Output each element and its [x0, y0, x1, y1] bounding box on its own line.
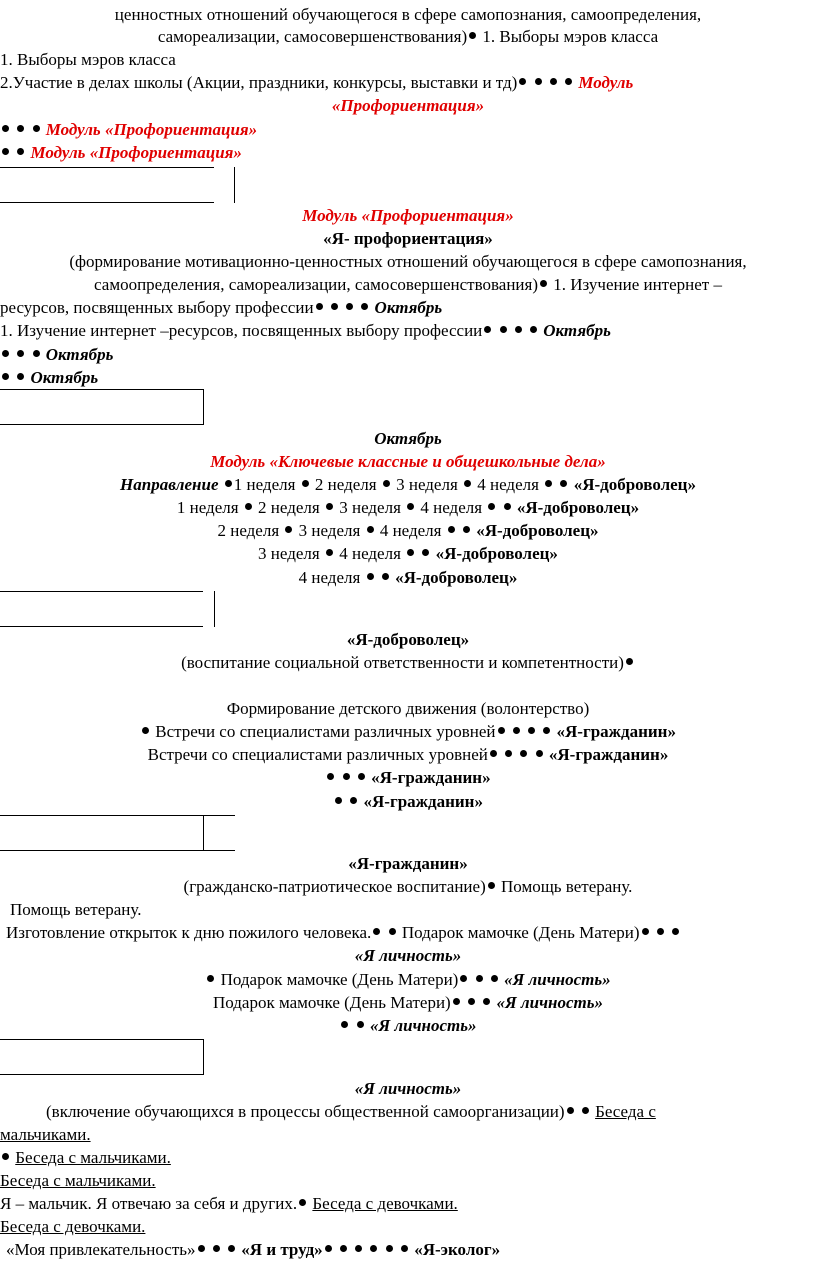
bullet-icon: [504, 503, 511, 510]
bullet-icon: [361, 303, 368, 310]
table-border: [0, 850, 235, 851]
bullet-icon: [530, 326, 537, 333]
bullet-icon: [2, 373, 9, 380]
section-heading: «Я личность»: [354, 946, 462, 965]
bullet-icon: [484, 326, 491, 333]
text-line: Встречи со специалистами различных уровней «Я-гражданин»: [147, 745, 669, 764]
bullet-icon: [373, 928, 380, 935]
text-line: 1 неделя 2 неделя 3 неделя 4 неделя «Я-доброволец»: [176, 498, 640, 517]
text-line: ценностных отношений обучающегося в сфере самопознания, самоопределения,: [114, 5, 702, 24]
bullet-icon: [343, 773, 350, 780]
bullet-icon: [17, 350, 24, 357]
table-border: [234, 167, 235, 203]
bullet-icon: [407, 549, 414, 556]
bullet-icon: [488, 882, 495, 889]
bullet-icon: [657, 928, 664, 935]
bullet-icon: [422, 549, 429, 556]
bullet-icon: [228, 1245, 235, 1252]
table-border: [0, 626, 203, 627]
text-line: ресурсов, посвященных выбору профессии Октябрь: [0, 298, 443, 317]
bullet-icon: [350, 797, 357, 804]
bullet-icon: [285, 526, 292, 533]
bullet-icon: [17, 373, 24, 380]
text-line: (формирование мотивационно-ценностных отношений обучающегося в сфере самопознания,: [69, 252, 747, 271]
bullet-icon: [2, 1153, 9, 1160]
bullet-icon: [367, 573, 374, 580]
bullet-icon: [370, 1245, 377, 1252]
bullet-icon: [626, 658, 633, 665]
bullet-icon: [560, 480, 567, 487]
bullet-icon: [335, 797, 342, 804]
text-line: Помощь ветерану.: [10, 900, 142, 919]
bullet-icon: [33, 125, 40, 132]
table-border: [0, 424, 203, 425]
bullet-icon: [505, 750, 512, 757]
bullet-icon: [316, 303, 323, 310]
module-heading: «Профориентация»: [331, 96, 485, 115]
bullet-icon: [476, 975, 483, 982]
bullet-icon: [582, 1107, 589, 1114]
table-border: [203, 1039, 204, 1075]
bullet-icon: [2, 350, 9, 357]
module-heading: Модуль «Профориентация»: [302, 206, 514, 225]
bullet-icon: [382, 573, 389, 580]
bullet-icon: [245, 503, 252, 510]
text-line: Встречи со специалистами различных уровней «Я-гражданин»: [0, 721, 816, 744]
module-heading: Модуль «Ключевые классные и общешкольные дела»: [210, 452, 606, 471]
text-line: «Я-гражданин»: [0, 767, 816, 790]
bullet-icon: [331, 303, 338, 310]
text-line: Подарок мамочке (День Матери) «Я личность»: [0, 969, 816, 992]
table-border: [0, 202, 214, 203]
bullet-icon: [528, 727, 535, 734]
bullet-icon: [550, 78, 557, 85]
bullet-icon: [325, 1245, 332, 1252]
bullet-icon: [672, 928, 679, 935]
bullet-icon: [407, 503, 414, 510]
bullet-icon: [401, 1245, 408, 1252]
bullet-icon: [515, 326, 522, 333]
section-heading: «Я-доброволец»: [346, 630, 470, 649]
bullet-icon: [389, 928, 396, 935]
bullet-icon: [326, 549, 333, 556]
bullet-icon: [357, 1021, 364, 1028]
text-line: мальчиками.: [0, 1125, 91, 1144]
text-line: Беседа с мальчиками.: [0, 1147, 171, 1170]
bullet-icon: [540, 280, 547, 287]
text-line: «Я личность»: [0, 1015, 816, 1038]
table-border: [203, 389, 204, 425]
table-border: [0, 815, 235, 816]
table-border: [214, 591, 215, 627]
bullet-icon: [340, 1245, 347, 1252]
bullet-icon: [302, 480, 309, 487]
bullet-icon: [327, 773, 334, 780]
bullet-icon: [535, 78, 542, 85]
month-heading: Октябрь: [374, 429, 442, 448]
bullet-icon: [326, 503, 333, 510]
text-line: самореализации, самосовершенствования) 1. Выборы мэров класса: [157, 27, 659, 46]
text-line: 2.Участие в делах школы (Акции, праздники, конкурсы, выставки и тд) Модуль: [0, 73, 634, 92]
text-line: Беседа с девочками.: [0, 1217, 146, 1236]
table-border: [0, 1074, 203, 1075]
table-border: [0, 167, 214, 168]
bullet-icon: [463, 526, 470, 533]
bullet-icon: [383, 480, 390, 487]
bullet-icon: [198, 1245, 205, 1252]
text-line: (гражданско-патриотическое воспитание) Помощь ветерану.: [183, 877, 633, 896]
text-line: Формирование детского движения (волонтерство): [226, 699, 590, 718]
bullet-icon: [358, 773, 365, 780]
bullet-icon: [299, 1199, 306, 1206]
bullet-icon: [536, 750, 543, 757]
table-border: [0, 1039, 203, 1040]
bullet-icon: [567, 1107, 574, 1114]
text-line: Направление 1 неделя 2 неделя 3 неделя 4 неделя «Я-доброволец»: [120, 475, 696, 494]
text-line: 3 неделя 4 неделя «Я-доброволец»: [258, 544, 558, 563]
text-line: (включение обучающихся в процессы общественной самоорганизации) Беседа с: [46, 1102, 656, 1121]
bullet-icon: [367, 526, 374, 533]
bullet-icon: [545, 480, 552, 487]
bullet-icon: [642, 928, 649, 935]
text-line: (воспитание социальной ответственности и компетентности): [0, 652, 816, 675]
bullet-icon: [513, 727, 520, 734]
bullet-icon: [464, 480, 471, 487]
bullet-icon: [469, 32, 476, 39]
text-line: «Моя привлекательность» «Я и труд» «Я-эколог»: [6, 1240, 501, 1259]
text-line: 4 неделя «Я-доброволец»: [298, 568, 518, 587]
bullet-icon: [490, 750, 497, 757]
bullet-icon: [355, 1245, 362, 1252]
bullet-icon: [520, 750, 527, 757]
bullet-icon: [207, 975, 214, 982]
text-line: 2 неделя 3 неделя 4 неделя «Я-доброволец»: [217, 521, 599, 540]
bullet-icon: [346, 303, 353, 310]
bullet-icon: [519, 78, 526, 85]
bullet-icon: [483, 998, 490, 1005]
text-line: 1. Выборы мэров класса: [0, 50, 176, 69]
bullet-icon: [225, 480, 232, 487]
bullet-icon: [17, 125, 24, 132]
bullet-icon: [2, 125, 9, 132]
bullet-icon: [498, 727, 505, 734]
section-heading: «Я личность»: [354, 1079, 462, 1098]
text-line: Подарок мамочке (День Матери) «Я личность»: [212, 993, 604, 1012]
bullet-icon: [2, 148, 9, 155]
bullet-icon: [453, 998, 460, 1005]
bullet-icon: [488, 503, 495, 510]
bullet-icon: [17, 148, 24, 155]
section-heading: «Я- профориентация»: [323, 229, 493, 248]
bullet-icon: [460, 975, 467, 982]
bullet-icon: [386, 1245, 393, 1252]
text-line: 1. Изучение интернет –ресурсов, посвященных выбору профессии Октябрь: [0, 321, 611, 340]
section-heading: «Я-гражданин»: [348, 854, 468, 873]
table-border: [203, 815, 204, 851]
text-line: самоопределения, самореализации, самосовершенствования) 1. Изучение интернет –: [94, 275, 722, 294]
bullet-icon: [491, 975, 498, 982]
table-border: [0, 591, 203, 592]
text-line: Октябрь: [0, 367, 98, 390]
bullet-icon: [33, 350, 40, 357]
text-line: Я – мальчик. Я отвечаю за себя и других. Беседа с девочками.: [0, 1194, 458, 1213]
text-line: Модуль «Профориентация»: [0, 119, 257, 142]
bullet-icon: [565, 78, 572, 85]
bullet-icon: [448, 526, 455, 533]
bullet-icon: [142, 727, 149, 734]
text-line: «Я-гражданин»: [0, 791, 816, 814]
bullet-icon: [213, 1245, 220, 1252]
bullet-icon: [468, 998, 475, 1005]
text-line: Беседа с мальчиками.: [0, 1171, 156, 1190]
bullet-icon: [543, 727, 550, 734]
table-border: [0, 389, 203, 390]
bullet-icon: [500, 326, 507, 333]
bullet-icon: [341, 1021, 348, 1028]
text-line: Изготовление открыток к дню пожилого человека. Подарок мамочке (День Матери): [6, 922, 681, 945]
text-line: Октябрь: [0, 344, 113, 367]
text-line: Модуль «Профориентация»: [0, 142, 242, 165]
